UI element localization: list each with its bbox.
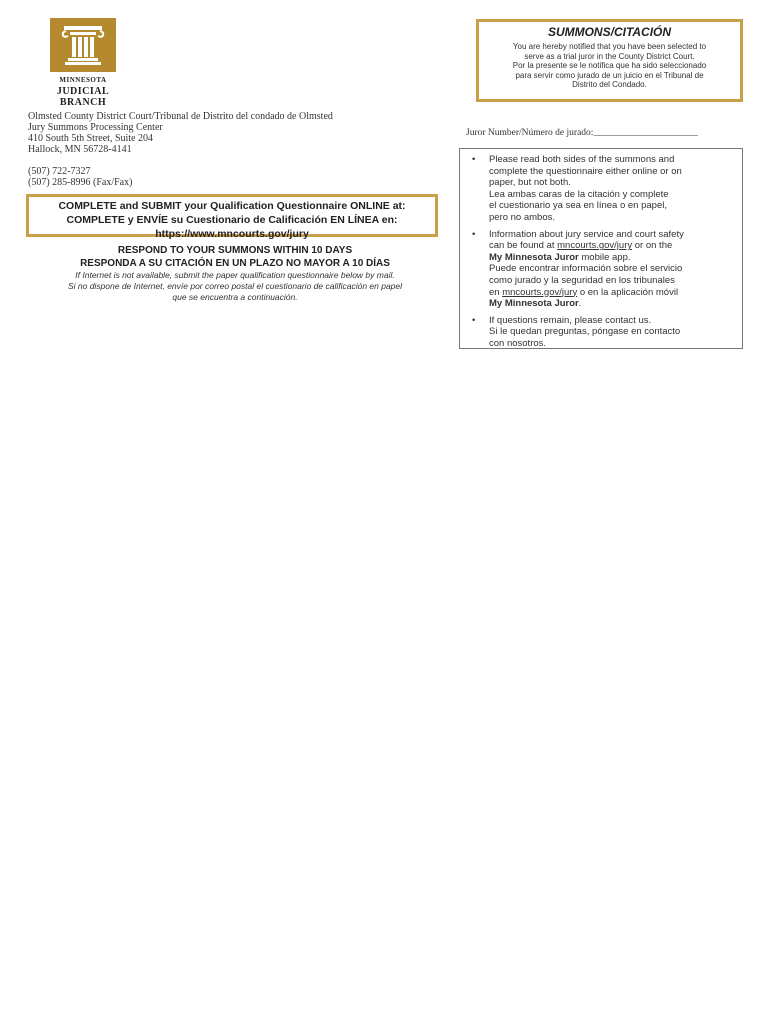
item1-line6: pero no ambos. bbox=[489, 211, 556, 223]
item2-line7-end: . bbox=[578, 298, 582, 310]
respond-deadline bbox=[20, 244, 450, 270]
item2-line3 bbox=[489, 252, 734, 264]
fallback-es-line2: que se encuentra a continuación. bbox=[172, 292, 298, 302]
summons-es-line3: Distrito del Condado. bbox=[572, 80, 647, 89]
online-url[interactable]: https://www.mncourts.gov/jury bbox=[155, 228, 309, 240]
instructions-box bbox=[459, 148, 743, 349]
item2-line7 bbox=[489, 298, 734, 310]
item3-line2: Si le quedan preguntas, póngase en contacto bbox=[489, 326, 681, 338]
court-name: Olmsted County District Court/Tribunal de Distrito del condado de Olmsted bbox=[28, 111, 333, 122]
summons-es-line2: para servir como jurado de un juicio en el Tribunal de bbox=[515, 70, 704, 80]
item2-line4: Puede encontrar información sobre el servicio bbox=[489, 263, 683, 275]
summons-en-line1: You are hereby notified that you have been selected to bbox=[512, 42, 707, 51]
phone-number: (507) 722-7327 bbox=[28, 166, 91, 177]
fallback-en: If Internet is not available, submit the paper qualification questionnaire below by mail. bbox=[75, 270, 395, 280]
city-state-zip: Hallock, MN 56728-4141 bbox=[28, 144, 132, 155]
instruction-item-info bbox=[472, 229, 734, 310]
item1-line3: paper, but not both. bbox=[489, 177, 571, 189]
summons-title: SUMMONS/CITACIÓN bbox=[547, 25, 672, 39]
item2-line2-end: or on the bbox=[632, 240, 673, 252]
summons-es-line1: Por la presente se le notifica que ha sido seleccionado bbox=[512, 61, 707, 70]
court-address-block bbox=[28, 111, 333, 188]
item2-line5: como jurado y la seguridad en los tribunales bbox=[489, 274, 675, 286]
bullet-icon: • bbox=[472, 154, 476, 165]
item2-line3-end: mobile app. bbox=[578, 251, 631, 263]
instruction-item-contact bbox=[472, 315, 734, 350]
item3-line3: con nosotros. bbox=[489, 337, 547, 349]
logo-line-judicial: JUDICIAL bbox=[56, 86, 110, 97]
app-name: My Minnesota Juror bbox=[489, 251, 579, 263]
courthouse-pillar-icon bbox=[60, 24, 106, 66]
online-instruction-en: COMPLETE and SUBMIT your Qualification Questionnaire ONLINE at: bbox=[58, 200, 406, 212]
summons-en-line2: serve as a trial juror in the County District Court. bbox=[524, 51, 695, 61]
paper-fallback-note bbox=[14, 270, 456, 303]
item2-line6 bbox=[489, 287, 734, 299]
item2-line1: Information about jury service and court safety bbox=[489, 228, 684, 240]
summons-notice-text bbox=[487, 42, 732, 90]
item1-line1: Please read both sides of the summons and bbox=[489, 154, 675, 165]
bullet-icon: • bbox=[472, 314, 476, 326]
fallback-es-line1: Si no dispone de Internet, envíe por correo postal el cuestionario de calificación en papel bbox=[67, 281, 403, 291]
street-address: 410 South 5th Street, Suite 204 bbox=[28, 133, 153, 144]
logo-line-minnesota: MINNESOTA bbox=[59, 76, 107, 84]
online-submission-box bbox=[26, 194, 438, 240]
logo-wordmark bbox=[40, 75, 126, 108]
bullet-icon: • bbox=[472, 228, 476, 240]
mncourts-jury-link-es[interactable]: mncourts.gov/jury bbox=[502, 286, 578, 298]
fax-number: (507) 285-8996 (Fax/Fax) bbox=[28, 177, 133, 188]
item2-line6-end: o en la aplicación móvil bbox=[577, 286, 679, 298]
summons-notice-box bbox=[476, 19, 743, 102]
minnesota-judicial-branch-logo bbox=[50, 18, 116, 72]
item3-line1: If questions remain, please contact us. bbox=[489, 314, 652, 326]
item1-line5: el cuestionario ya sea en línea o en papel, bbox=[489, 200, 667, 212]
item2-line2 bbox=[489, 240, 734, 252]
juror-number-blank[interactable]: ______________________ bbox=[593, 128, 698, 138]
instruction-item-both-sides bbox=[472, 154, 734, 224]
online-instruction-es: COMPLETE y ENVÍE su Cuestionario de Calificación EN LÍNEA en: bbox=[66, 214, 398, 226]
respond-deadline-en: RESPOND TO YOUR SUMMONS WITHIN 10 DAYS bbox=[117, 245, 353, 256]
item1-line2: complete the questionnaire either online or on bbox=[489, 165, 682, 177]
juror-number-label: Juror Number/Número de jurado: bbox=[466, 128, 594, 138]
juror-number-field[interactable] bbox=[466, 128, 698, 138]
item2-line2-start: can be found at bbox=[489, 240, 558, 252]
logo-line-branch: BRANCH bbox=[59, 97, 107, 108]
app-name-es: My Minnesota Juror bbox=[489, 298, 579, 310]
mncourts-jury-link[interactable]: mncourts.gov/jury bbox=[557, 240, 633, 252]
processing-center: Jury Summons Processing Center bbox=[28, 122, 163, 133]
item1-line4: Lea ambas caras de la citación y complete bbox=[489, 188, 669, 200]
respond-deadline-es: RESPONDA A SU CITACIÓN EN UN PLAZO NO MAYOR A 10 DÍAS bbox=[80, 258, 390, 269]
item2-line6-start: en bbox=[489, 286, 503, 298]
